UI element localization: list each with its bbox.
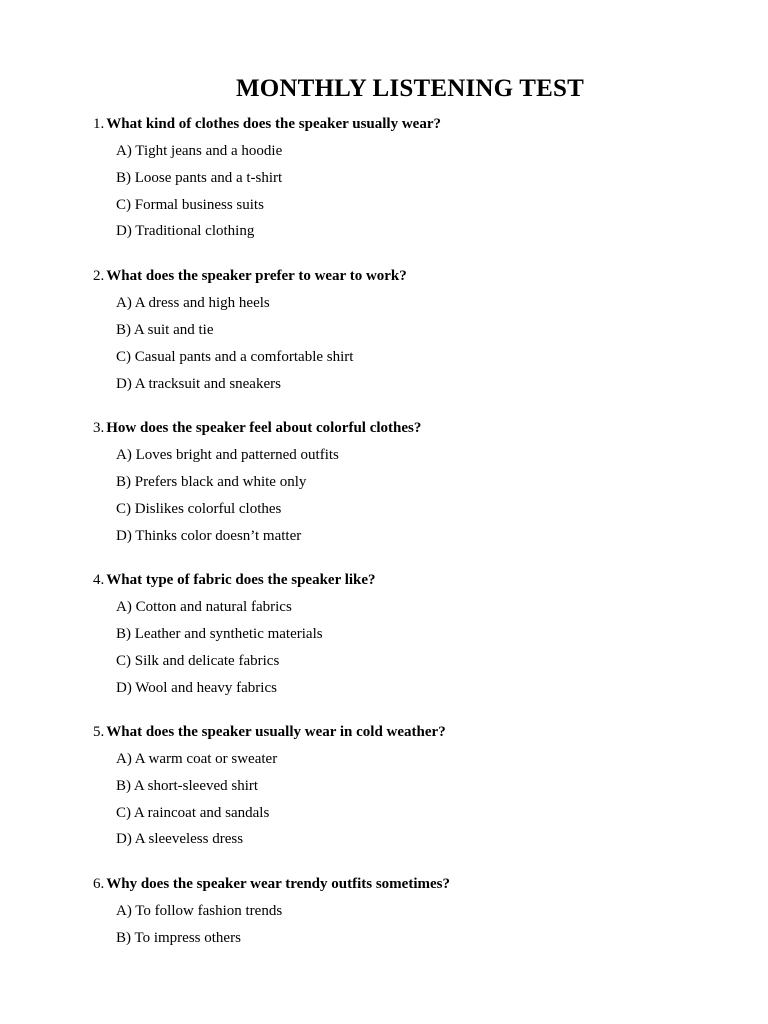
question-4 [93,571,376,589]
q2-option-d: D) A tracksuit and sneakers [116,376,281,392]
q4-option-b: B) Leather and synthetic materials [116,626,323,642]
question-number: 4. [93,572,105,588]
q3-option-b: B) Prefers black and white only [116,474,307,490]
question-number: 3. [93,420,105,436]
question-text: What does the speaker usually wear in cold weather? [106,724,446,740]
question-2 [93,267,407,285]
page-title: MONTHLY LISTENING TEST [235,75,585,102]
question-number: 6. [93,876,105,892]
question-number: 1. [93,116,105,132]
q1-option-b: B) Loose pants and a t-shirt [116,170,283,186]
question-number: 2. [93,268,105,284]
q3-option-d: D) Thinks color doesn’t matter [116,528,302,544]
q6-option-b: B) To impress others [116,930,241,946]
question-text: What type of fabric does the speaker like? [106,572,376,588]
q4-option-c: C) Silk and delicate fabrics [116,653,280,669]
question-6 [93,875,450,893]
question-text: Why does the speaker wear trendy outfits sometimes? [106,876,450,892]
question-number: 5. [93,724,105,740]
question-5 [93,723,446,741]
question-1 [93,115,441,133]
q5-option-c: C) A raincoat and sandals [116,805,270,821]
q1-option-c: C) Formal business suits [116,197,264,213]
q3-option-a: A) Loves bright and patterned outfits [116,447,339,463]
question-3 [93,419,421,437]
q1-option-a: A) Tight jeans and a hoodie [116,143,283,159]
question-text: What kind of clothes does the speaker usually wear? [106,116,441,132]
q2-option-c: C) Casual pants and a comfortable shirt [116,349,354,365]
q5-option-d: D) A sleeveless dress [116,831,244,847]
question-text: How does the speaker feel about colorful clothes? [106,420,422,436]
q5-option-a: A) A warm coat or sweater [116,751,278,767]
question-text: What does the speaker prefer to wear to work? [106,268,407,284]
q2-option-b: B) A suit and tie [116,322,214,338]
q3-option-c: C) Dislikes colorful clothes [116,501,282,517]
q4-option-d: D) Wool and heavy fabrics [116,680,277,696]
q5-option-b: B) A short-sleeved shirt [116,778,259,794]
q1-option-d: D) Traditional clothing [116,223,255,239]
q6-option-a: A) To follow fashion trends [116,903,283,919]
q2-option-a: A) A dress and high heels [116,295,270,311]
q4-option-a: A) Cotton and natural fabrics [116,599,292,615]
